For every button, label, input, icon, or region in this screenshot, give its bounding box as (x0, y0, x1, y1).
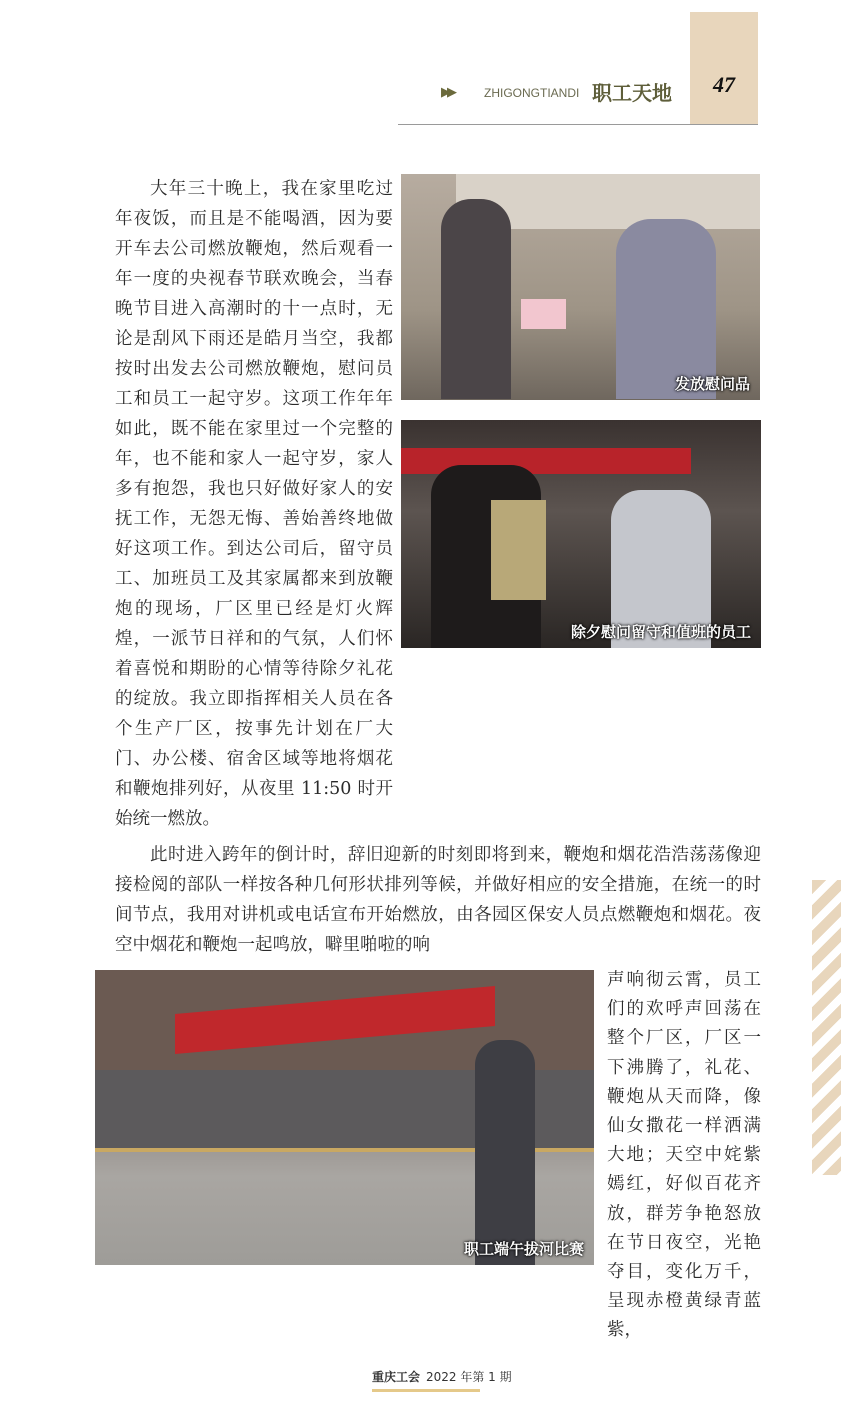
magazine-name: 重庆工会 (372, 1369, 421, 1384)
photo-caption: 发放慰问品 (674, 375, 750, 393)
photo-caption: 除夕慰问留守和值班的员工 (570, 623, 751, 641)
photo-gift-distribution (401, 174, 760, 400)
section-title-en: ZHIGONGTIANDI (484, 86, 580, 100)
page-number: 47 (713, 72, 735, 97)
paragraph: 大年三十晚上，我在家里吃过年夜饭，而且是不能喝酒，因为要开车去公司燃放鞭炮，然后观看一年一度的央视春节联欢晚会，当春晚节目进入高潮时的十一点时，无论是刮风下雨还是皓月当空，我都按时出发去公司燃放鞭炮，慰问员工和员工一起守岁。这项工作年年如此，既不能在家里过一个完整的年，也不能和家人一起守岁，家人多有抱怨，我也只好做好家人的安抚工作，无怨无悔、善始善终地做好这项工作。到达公司后，留守员工、加班员工及其家属都来到放鞭炮的现场，厂区里已经是灯火辉煌，一派节日祥和的气氛，人们怀着喜悦和期盼的心情等待除夕礼花的绽放。我立即指挥相关人员在各个生产厂区，按事先计划在厂大门、办公楼、宿舍区域等地将烟花和鞭炮排列好，从夜里 11:50 时开始统一燃放。 (115, 179, 393, 829)
decorative-stripes (812, 880, 841, 1175)
section-title-cn: 职工天地 (592, 81, 672, 105)
double-arrow-icon: ▶▶ (441, 85, 453, 100)
article-body (95, 0, 761, 1422)
photo-caption: 职工端午拔河比赛 (463, 1240, 584, 1258)
paragraph: 声响彻云霄，员工们的欢呼声回荡在整个厂区，厂区一下沸腾了，礼花、鞭炮从天而降，像仙女撒花一样洒满大地；天空中姹紫嫣红，好似百花齐放，群芳争艳怒放在节日夜空，光艳夺目，变化万千，呈现赤橙黄绿青蓝紫， (607, 970, 761, 1341)
photo-new-year-visit (401, 420, 761, 648)
article-full-width-paragraph (115, 840, 761, 960)
article-right-column (607, 966, 761, 1346)
footer (372, 1368, 512, 1385)
issue-number: 2022 年第 1 期 (426, 1369, 512, 1384)
article-left-column (115, 174, 393, 834)
photo-tug-of-war (95, 970, 594, 1265)
footer-underline (372, 1389, 480, 1392)
paragraph: 此时进入跨年的倒计时，辞旧迎新的时刻即将到来，鞭炮和烟花浩浩荡荡像迎接检阅的部队一样按各种几何形状排列等候，并做好相应的安全措施，在统一的时间节点，我用对讲机或电话宣布开始燃放，由各园区保安人员点燃鞭炮和烟花。夜空中烟花和鞭炮一起鸣放，噼里啪啦的响 (115, 845, 761, 955)
